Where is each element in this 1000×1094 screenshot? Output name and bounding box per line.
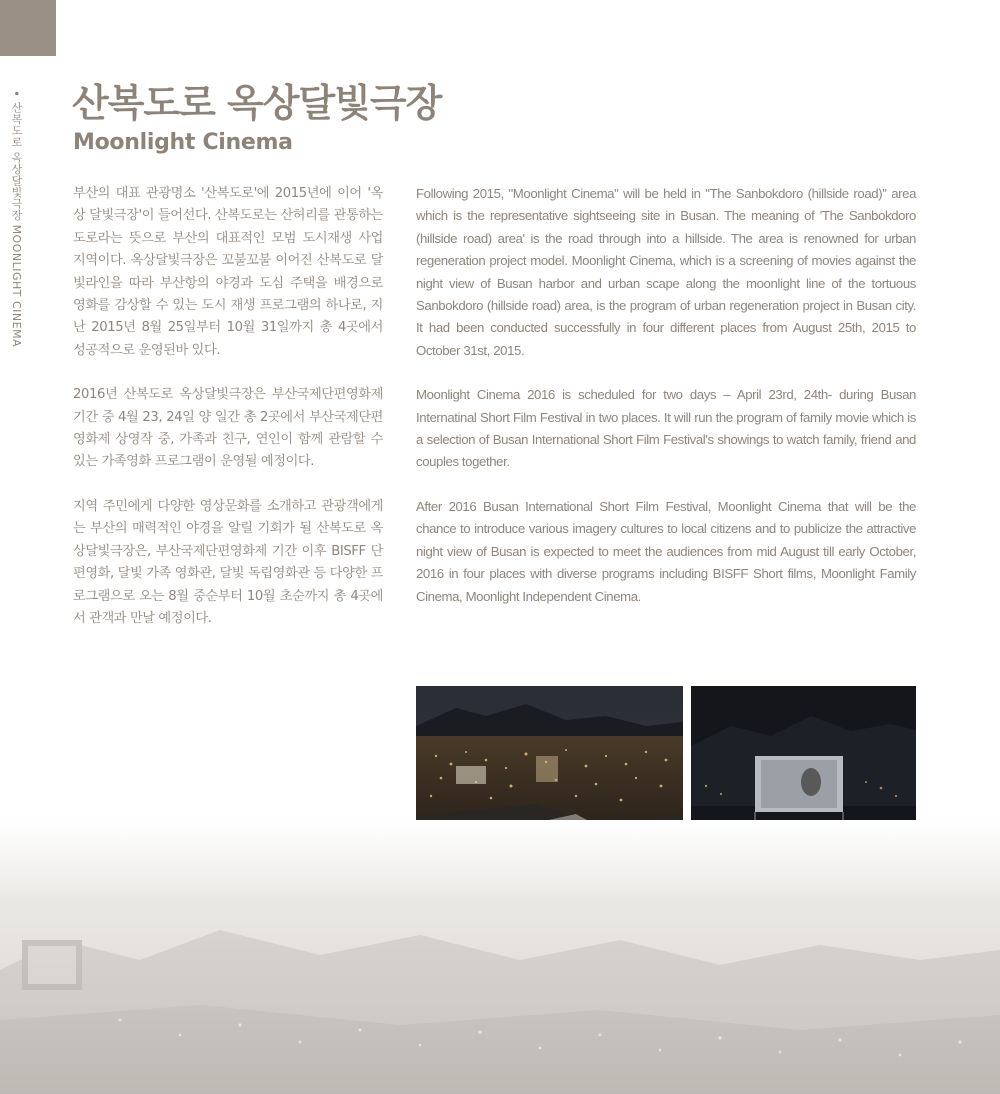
english-paragraph: After 2016 Busan International Short Film Festival, Moonlight Cinema that will be the chance to introduce various imagery cultures to local citizens and to publicize the attractive night view of Busan is expected to meet the audiences from mid August till early October, 2016 in four places with diverse programs including BISFF Short films, Moonlight Family Cinema, Moonlight Independent Cinema. <box>416 498 916 604</box>
background-fade-overlay <box>0 820 1000 1094</box>
korean-paragraph: 2016년 산복도로 옥상달빛극장은 부산국제단편영화제 기간 중 4월 23, 24일 양 일간 총 2곳에서 부산국제단편영화제 상영작 중, 가족과 친구, 연인이 함께 관람할 수 있는 가족영화 프로그램이 운영될 예정이다. <box>73 387 383 470</box>
korean-text-column <box>73 183 383 652</box>
side-label-dot: • <box>9 90 23 98</box>
english-paragraph: Following 2015, "Moonlight Cinema" will be held in "The Sanbokdoro (hillside road)" area which is the representative sightseeing site in Busan. The meaning of 'The Sanbokdoro (hillside road) area' is the road through into a hillside. The area is renowned for urban regeneration project model. Moonlight Cinema, which is a screening of movies against the night view of Busan harbor and urban scape along the moonlight line of the tortuous Sanbokdoro (hillside road) area, is the program of urban regeneration project in Busan city. It had been conducted successfully in four different places from August 25th, 2015 to October 31st, 2015. <box>416 186 916 358</box>
side-label <box>8 90 24 347</box>
side-label-text: 산복도로 옥상달빛극장 MOONLIGHT CINEMA <box>10 101 23 348</box>
english-paragraph: Moonlight Cinema 2016 is scheduled for two days – April 23rd, 24th- during Busan Internatinal Short Film Festival in two places. It will run the program of family movie which is a selection of Busan International Short Film Festival's showings to watch family, friend and couples together. <box>416 387 916 470</box>
page-title-english: Moonlight Cinema <box>73 130 293 155</box>
page-title-korean: 산복도로 옥상달빛극장 <box>72 81 442 125</box>
background-cityscape <box>0 820 1000 1094</box>
corner-tab <box>0 0 56 56</box>
english-text-column <box>416 183 916 630</box>
korean-paragraph: 부산의 대표 관광명소 '산복도로'에 2015년에 이어 '옥상 달빛극장'이 들어선다. 산복도로는 산허리를 관통하는 도로라는 뜻으로 부산의 대표적인 모범 도시재생 사업 지역이다. 옥상달빛극장은 꼬불꼬불 이어진 산복도로 달빛라인을 따라 부산항의 야경과 도심 주택을 배경으로 영화를 감상할 수 있는 도시 재생 프로그램의 하나로, 지난 2015년 8월 25일부터 10월 31일까지 총 4곳에서 성공적으로 운영된바 있다. <box>73 186 383 358</box>
korean-paragraph: 지역 주민에게 다양한 영상문화를 소개하고 관광객에게는 부산의 매력적인 야경을 알릴 기회가 될 산복도로 옥상달빛극장은, 부산국제단편영화제 기간 이후 BISFF 단편영화, 달빛 가족 영화관, 달빛 독립영화관 등 다양한 프로그램으로 오는 8월 중순부터 10월 초순까지 총 4곳에서 관객과 만날 예정이다. <box>73 498 383 626</box>
